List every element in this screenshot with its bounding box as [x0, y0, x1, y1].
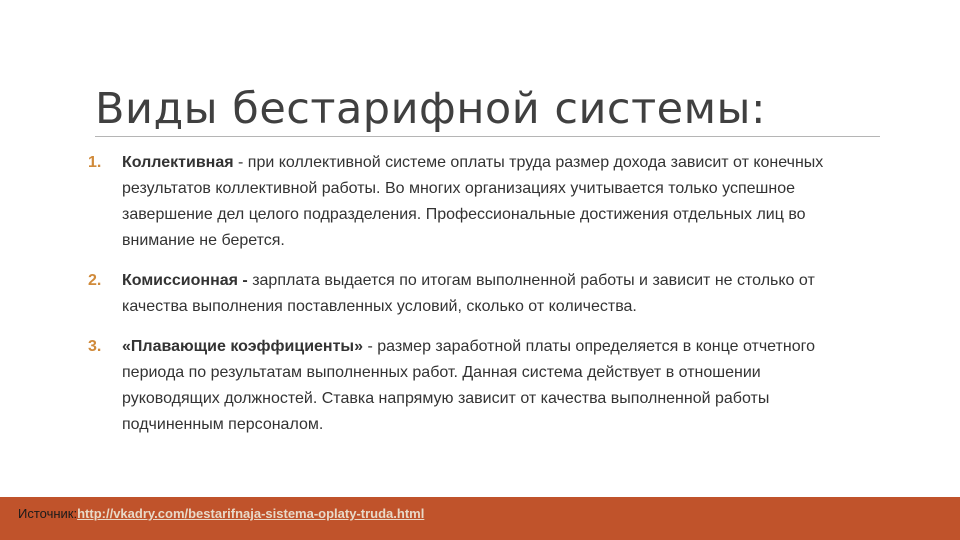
- source-line: [18, 506, 424, 521]
- bullet-list: [88, 150, 848, 452]
- list-number: 3.: [88, 338, 102, 355]
- list-text: зарплата выдается по итогам выполненной работы и зависит не столько от качества выполнения поставленных условий, сколько от количества.: [122, 272, 815, 315]
- list-item: [88, 268, 848, 320]
- list-text: - размер заработной платы определяется в конце отчетного периода по результатам выполненных работ. Данная система действует в отношении руководящих должностей. Ставка напрямую зависит от качества выполненной работы подчиненным персоналом.: [122, 338, 815, 433]
- list-item: [88, 334, 848, 438]
- list-term: «Плавающие коэффициенты»: [122, 338, 363, 355]
- list-text: - при коллективной системе оплаты труда размер дохода зависит от конечных результатов коллективной работы. Во многих организациях учитывается только успешное завершение дел целого подразделения. Профессиональные достижения отдельных лиц во внимание не берется.: [122, 154, 824, 249]
- list-term: Коллективная: [122, 154, 234, 171]
- title-divider: [95, 136, 880, 137]
- source-label: Источник:: [18, 506, 78, 521]
- source-link[interactable]: http://vkadry.com/bestarifnaja-sistema-oplaty-truda.html: [77, 506, 425, 521]
- list-item: [88, 150, 848, 254]
- list-number: 1.: [88, 154, 102, 171]
- list-number: 2.: [88, 272, 102, 289]
- slide-title: Виды бестарифной системы:: [95, 84, 766, 134]
- list-term: Комиссионная -: [122, 272, 253, 289]
